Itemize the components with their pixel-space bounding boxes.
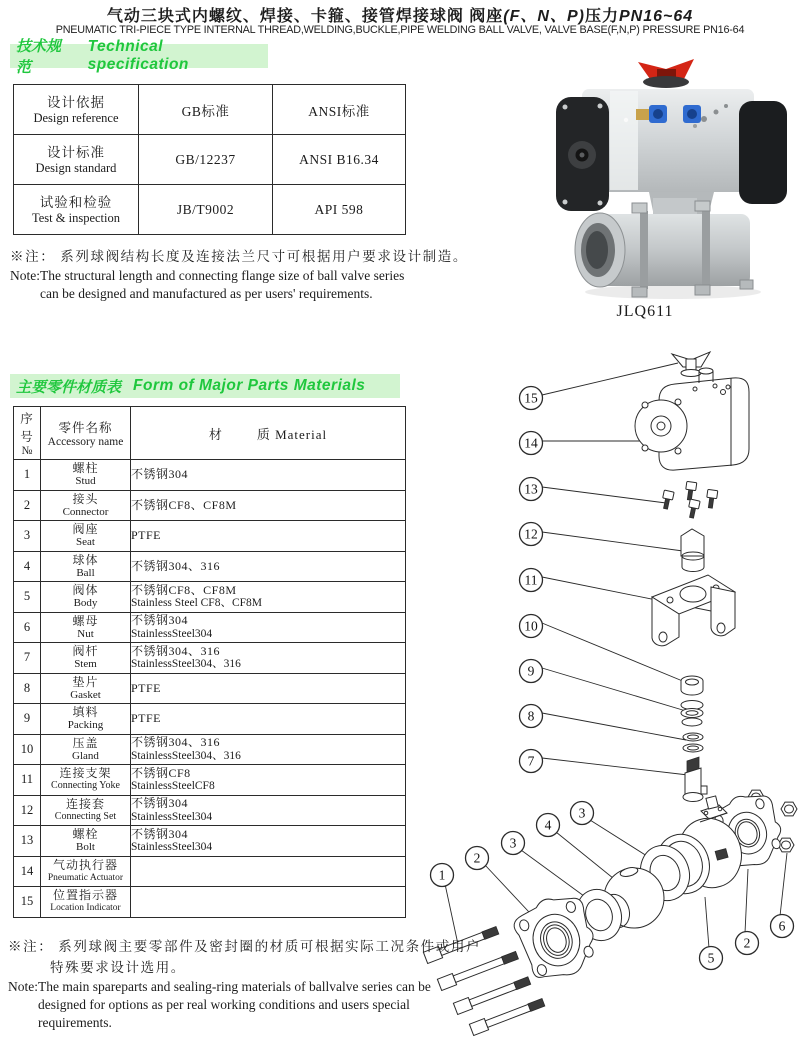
section-header-materials — [10, 374, 400, 398]
part-name-en: Bolt — [76, 841, 95, 854]
svg-text:2: 2 — [743, 935, 751, 951]
part-stem — [683, 757, 707, 802]
part-material: 不锈钢304、316 — [131, 558, 221, 573]
svg-text:11: 11 — [524, 572, 538, 588]
part-no: 3 — [14, 521, 41, 552]
part-no: 2 — [14, 490, 41, 521]
title-segment: 气动三块式内螺纹、焊接、卡箍、接管焊接球阀 阀座 — [106, 8, 504, 25]
callout-7 — [520, 750, 543, 773]
part-name-zh: 阀杆 — [72, 644, 99, 659]
row-label-en: Design reference — [33, 110, 119, 125]
product-photo — [552, 56, 792, 306]
spec-value: API 598 — [273, 185, 406, 235]
svg-text:8: 8 — [527, 708, 535, 724]
materials-table — [13, 406, 406, 918]
part-no: 9 — [14, 704, 41, 735]
svg-text:7: 7 — [527, 753, 535, 769]
part-material-en: StainlessSteel304、316 — [131, 658, 241, 670]
svg-text:14: 14 — [524, 435, 538, 451]
part-material: 不锈钢304、316 — [131, 643, 221, 658]
tech-spec-table — [13, 84, 406, 235]
part-name-zh: 连接套 — [65, 796, 105, 811]
col-header-name-zh: 零件名称 — [58, 421, 113, 435]
callout-14 — [520, 432, 543, 455]
part-material-en: Stainless Steel CF8、CF8M — [131, 597, 262, 609]
part-material: 不锈钢CF8、CF8M — [131, 582, 237, 597]
part-name-en: Stud — [75, 475, 96, 488]
part-material: 不锈钢304 — [131, 613, 189, 627]
svg-text:2: 2 — [473, 850, 481, 866]
table-row — [14, 521, 406, 552]
part-bolts — [661, 481, 718, 518]
part-no: 11 — [14, 765, 41, 796]
spec-value: ANSI标准 — [273, 85, 406, 135]
callout-2-left — [466, 847, 489, 870]
callout-11 — [520, 569, 543, 592]
note-line: 特殊要求设计选用。 — [50, 960, 186, 975]
tech-spec-note — [10, 246, 468, 303]
row-label-en: Test & inspection — [31, 210, 120, 225]
section-header-tech-spec — [10, 38, 268, 76]
part-no: 8 — [14, 673, 41, 704]
part-no: 12 — [14, 795, 41, 826]
part-material-en: StainlessSteel304 — [131, 841, 213, 853]
section-header-zh: 技术规范 — [16, 38, 62, 76]
callout-1 — [431, 864, 454, 887]
callout-3-right — [571, 802, 594, 825]
callout-9 — [520, 660, 543, 683]
part-connecting-yoke — [652, 575, 735, 646]
spec-value: JB/T9002 — [139, 185, 273, 235]
table-header-row — [14, 407, 406, 460]
callout-15 — [520, 387, 543, 410]
title-segment: (F、N、P) — [503, 8, 585, 25]
col-header-no-zh: 序号 — [20, 412, 34, 444]
spec-value: GB/12237 — [139, 135, 273, 185]
spec-value: ANSI B16.34 — [273, 135, 406, 185]
part-name-zh: 阀座 — [72, 522, 99, 537]
part-material-en: StainlessSteel304、316 — [131, 749, 241, 762]
part-packing — [681, 701, 703, 727]
callout-6 — [771, 915, 794, 938]
part-material: PTFE — [131, 680, 162, 695]
table-row — [14, 490, 406, 521]
part-name-en: Stem — [74, 658, 97, 671]
svg-text:9: 9 — [527, 663, 535, 679]
table-row — [14, 734, 406, 765]
svg-text:13: 13 — [524, 481, 538, 497]
col-header-no-en: № — [21, 445, 33, 457]
table-row — [14, 460, 406, 491]
section-header-en: Form of Major Parts Materials — [133, 377, 366, 394]
part-name-zh: 气动执行器 — [52, 857, 118, 872]
table-row — [14, 704, 406, 735]
part-name-en: Body — [73, 597, 98, 610]
part-name-zh: 螺柱 — [72, 461, 99, 476]
col-header-material: 材 质 Material — [131, 407, 406, 460]
note-line: requirements. — [38, 1015, 112, 1030]
part-name-zh: 垫片 — [72, 674, 99, 689]
callout-12 — [520, 523, 543, 546]
part-no: 5 — [14, 582, 41, 613]
note-line: can be designed and manufactured as per users' requirements. — [40, 286, 373, 301]
callout-3-left — [502, 832, 525, 855]
part-name-en: Pneumatic Actuator — [47, 872, 124, 883]
part-name-zh: 球体 — [72, 552, 99, 567]
part-no: 15 — [14, 887, 41, 918]
part-no: 14 — [14, 856, 41, 887]
page-title — [0, 3, 800, 26]
row-label-en: Design standard — [35, 160, 117, 175]
part-name-en: Seat — [76, 536, 95, 549]
svg-text:6: 6 — [778, 918, 786, 934]
note-line: Note:The main spareparts and sealing-ring materials of ballvalve series can be — [8, 979, 431, 994]
svg-text:3: 3 — [509, 835, 517, 851]
svg-text:4: 4 — [544, 817, 552, 833]
part-name-zh: 螺栓 — [72, 827, 99, 842]
svg-text:15: 15 — [524, 390, 538, 406]
table-row — [14, 795, 406, 826]
part-name-en: Connecting Yoke — [51, 780, 120, 792]
table-row — [14, 887, 406, 918]
svg-text:3: 3 — [578, 805, 586, 821]
row-label-zh: 设计依据 — [47, 94, 105, 110]
table-row — [14, 582, 406, 613]
note-line: designed for options as per real working conditions and users special — [38, 997, 410, 1012]
part-pneumatic-actuator — [635, 368, 749, 470]
part-name-en: Packing — [67, 719, 104, 732]
part-name-en: Gasket — [70, 688, 101, 701]
note-line: Note:The structural length and connecting flange size of ball valve series — [10, 268, 405, 283]
part-no: 7 — [14, 643, 41, 674]
exploded-diagram — [415, 345, 800, 1038]
table-row — [14, 643, 406, 674]
part-material: 不锈钢CF8、CF8M — [131, 497, 237, 512]
svg-text:10: 10 — [524, 618, 538, 634]
part-name-en: Connector — [62, 505, 109, 518]
table-row — [14, 612, 406, 643]
part-gasket — [683, 733, 703, 752]
part-no: 4 — [14, 551, 41, 582]
table-row — [14, 765, 406, 796]
table-row — [14, 826, 406, 857]
note-line: ※注： 系列球阀主要零部件及密封圈的材质可根据实际工况条件或用户 — [8, 939, 482, 954]
table-row — [14, 856, 406, 887]
part-material: PTFE — [131, 711, 162, 725]
part-material: 不锈钢CF8 — [131, 765, 191, 780]
callout-13 — [520, 478, 543, 501]
table-row — [14, 185, 406, 235]
col-header-name-en: Accessory name — [47, 436, 124, 448]
row-label-zh: 设计标准 — [47, 144, 105, 160]
part-material: 不锈钢304 — [131, 467, 189, 481]
part-name-en: Gland — [72, 749, 99, 762]
callout-5 — [700, 947, 723, 970]
part-name-zh: 连接支架 — [59, 766, 112, 781]
callout-2-right — [736, 932, 759, 955]
part-name-en: Connecting Set — [54, 810, 117, 822]
part-name-zh: 螺母 — [72, 613, 99, 628]
part-name-zh: 接头 — [72, 491, 99, 506]
position-indicator — [638, 59, 694, 88]
part-name-en: Location Indicator — [50, 903, 121, 914]
part-no: 1 — [14, 460, 41, 491]
section-header-zh: 主要零件材质表 — [16, 378, 122, 396]
part-material-en: StainlessSteel304 — [131, 810, 213, 823]
part-name-en: Ball — [76, 566, 95, 579]
page-subtitle: PNEUMATIC TRI-PIECE TYPE INTERNAL THREAD,WELDING,BUCKLE,PIPE WELDING BALL VALVE, VALVE BASE(F,N,P) PRESSURE PN16-64 — [55, 24, 745, 36]
part-material: 不锈钢304 — [131, 826, 189, 841]
title-segment: PN16~64 — [618, 8, 694, 25]
part-no: 10 — [14, 734, 41, 765]
part-connecting-set — [681, 529, 704, 572]
part-name-zh: 压盖 — [72, 735, 99, 750]
table-row — [14, 135, 406, 185]
table-row — [14, 85, 406, 135]
callout-4 — [537, 814, 560, 837]
materials-note — [8, 936, 481, 1032]
part-material: 不锈钢304、316 — [131, 735, 221, 749]
part-no: 13 — [14, 826, 41, 857]
row-label-zh: 试验和检验 — [39, 194, 113, 210]
svg-text:12: 12 — [524, 526, 538, 542]
part-name-zh: 位置指示器 — [52, 888, 118, 903]
svg-text:1: 1 — [438, 867, 446, 883]
part-name-zh: 阀体 — [72, 583, 99, 598]
spec-value: GB标准 — [139, 85, 273, 135]
callout-8 — [520, 705, 543, 728]
table-row — [14, 673, 406, 704]
table-row — [14, 551, 406, 582]
callout-10 — [520, 615, 543, 638]
part-name-en: Nut — [77, 627, 94, 640]
part-material-en: StainlessSteel304 — [131, 627, 213, 640]
part-material-en: StainlessSteelCF8 — [131, 780, 215, 792]
product-model: JLQ611 — [616, 303, 674, 320]
part-material: PTFE — [131, 528, 162, 542]
part-name-zh: 填料 — [72, 705, 99, 720]
part-no: 6 — [14, 612, 41, 643]
section-header-en: Technical specification — [87, 38, 189, 73]
part-material: 不锈钢304 — [131, 796, 189, 810]
svg-text:5: 5 — [707, 950, 715, 966]
part-gland — [681, 676, 703, 695]
note-line: ※注： 系列球阀结构长度及连接法兰尺寸可根据用户要求设计制造。 — [10, 249, 468, 264]
title-segment: 压力 — [584, 8, 619, 25]
